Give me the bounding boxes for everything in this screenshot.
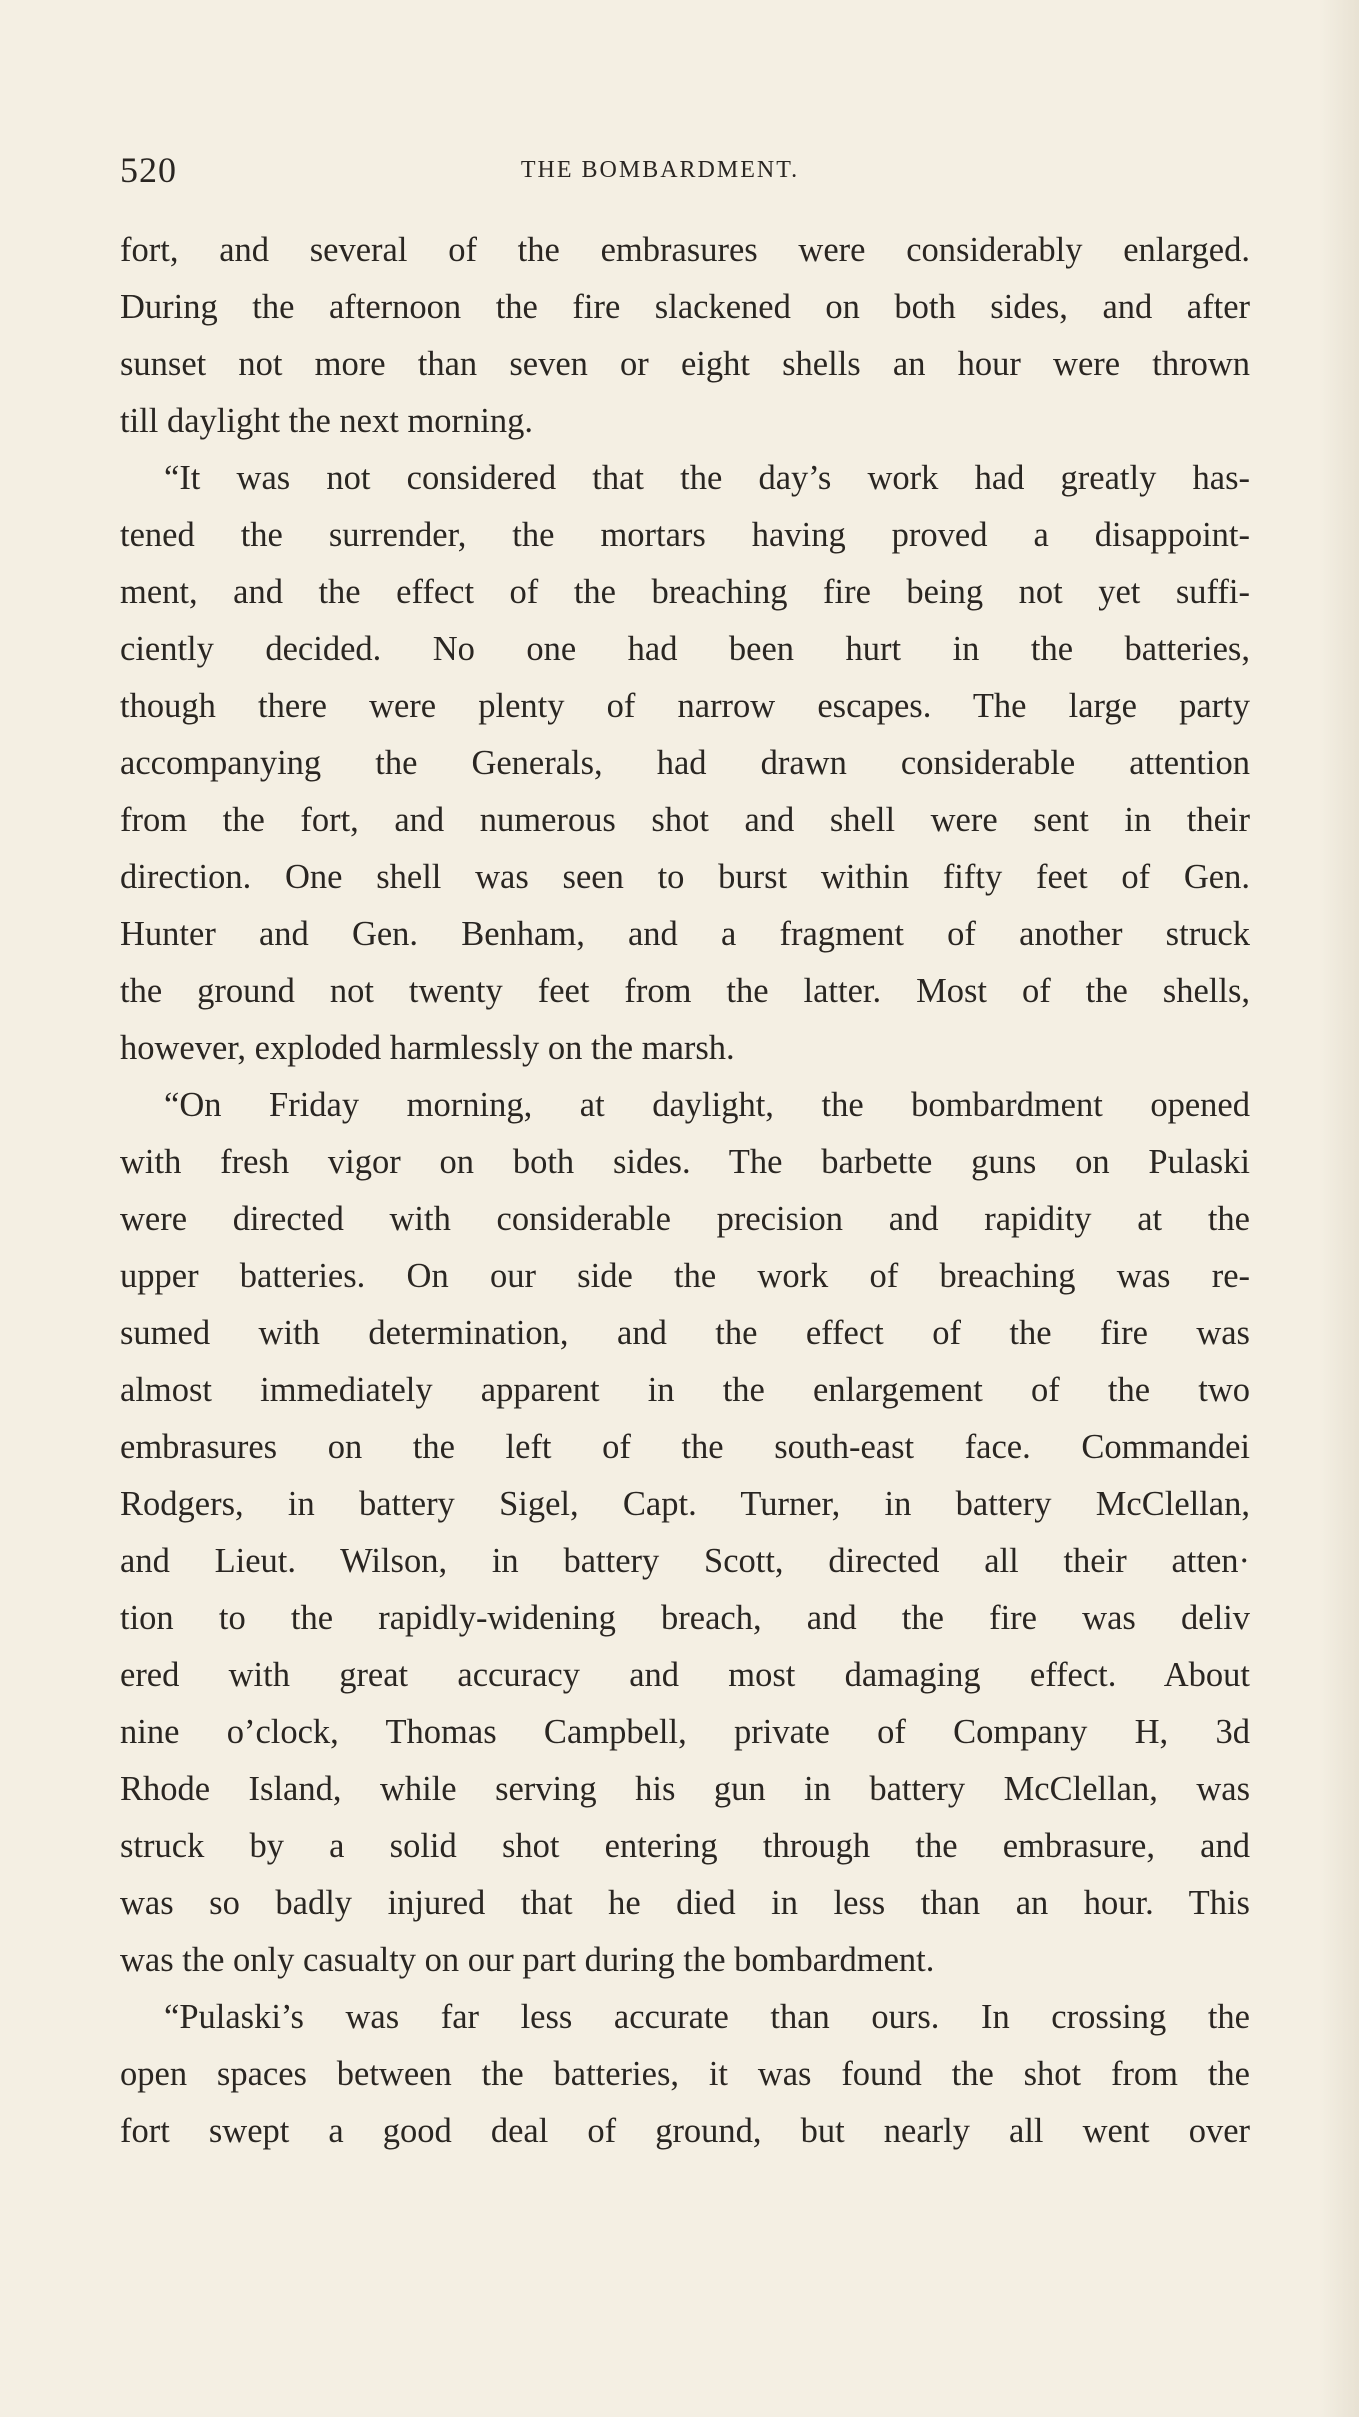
paragraph-start-line: “Pulaski’s was far less accurate than ours. In crossing the [164, 1998, 1250, 2036]
paragraph-start-line: “It was not considered that the day’s work had greatly has- [164, 459, 1250, 497]
text-line: nine o’clock, Thomas Campbell, private of Company H, 3d [120, 1713, 1250, 1751]
text-line: and Lieut. Wilson, in battery Scott, directed all their atten· [120, 1542, 1250, 1580]
text-line: the ground not twenty feet from the latter. Most of the shells, [120, 972, 1250, 1010]
text-line: sunset not more than seven or eight shells an hour were thrown [120, 345, 1250, 383]
text-line: During the afternoon the fire slackened on both sides, and after [120, 288, 1250, 326]
body-text [120, 222, 1250, 2160]
text-line: was so badly injured that he died in less than an hour. This [120, 1884, 1250, 1922]
text-line: accompanying the Generals, had drawn considerable attention [120, 744, 1250, 782]
page-number: 520 [120, 150, 177, 190]
text-line: Hunter and Gen. Benham, and a fragment of another struck [120, 915, 1250, 953]
text-line: open spaces between the batteries, it was found the shot from the [120, 2055, 1250, 2093]
text-line: struck by a solid shot entering through the embrasure, and [120, 1827, 1250, 1865]
text-line: however, exploded harmlessly on the marsh. [120, 1029, 735, 1067]
text-line: embrasures on the left of the south-east face. Commandei [120, 1428, 1250, 1466]
text-line: fort, and several of the embrasures were considerably enlarged. [120, 231, 1250, 269]
page-edge-shadow [1319, 0, 1359, 2417]
paragraph-start-line: “On Friday morning, at daylight, the bombardment opened [164, 1086, 1250, 1124]
text-line: sumed with determination, and the effect of the fire was [120, 1314, 1250, 1352]
text-line: tion to the rapidly-widening breach, and the fire was deliv [120, 1599, 1250, 1637]
text-line: almost immediately apparent in the enlargement of the two [120, 1371, 1250, 1409]
text-line: ered with great accuracy and most damaging effect. About [120, 1656, 1250, 1694]
text-line: till daylight the next morning. [120, 402, 533, 440]
text-line: though there were plenty of narrow escapes. The large party [120, 687, 1250, 725]
text-line: was the only casualty on our part during the bombardment. [120, 1941, 935, 1979]
running-head [120, 148, 1250, 192]
text-line: from the fort, and numerous shot and shell were sent in their [120, 801, 1250, 839]
running-title: THE BOMBARDMENT. [520, 157, 800, 183]
text-line: Rhode Island, while serving his gun in battery McClellan, was [120, 1770, 1250, 1808]
text-line: were directed with considerable precision and rapidity at the [120, 1200, 1250, 1238]
text-line: ciently decided. No one had been hurt in the batteries, [120, 630, 1250, 668]
text-line: with fresh vigor on both sides. The barbette guns on Pulaski [120, 1143, 1250, 1181]
text-line: ment, and the effect of the breaching fire being not yet suffi- [120, 573, 1250, 611]
text-line: upper batteries. On our side the work of breaching was re- [120, 1257, 1250, 1295]
text-line: direction. One shell was seen to burst within fifty feet of Gen. [120, 858, 1250, 896]
text-line: Rodgers, in battery Sigel, Capt. Turner, in battery McClellan, [120, 1485, 1250, 1523]
text-line: tened the surrender, the mortars having proved a disappoint- [120, 516, 1250, 554]
text-line: fort swept a good deal of ground, but nearly all went over [120, 2112, 1250, 2150]
